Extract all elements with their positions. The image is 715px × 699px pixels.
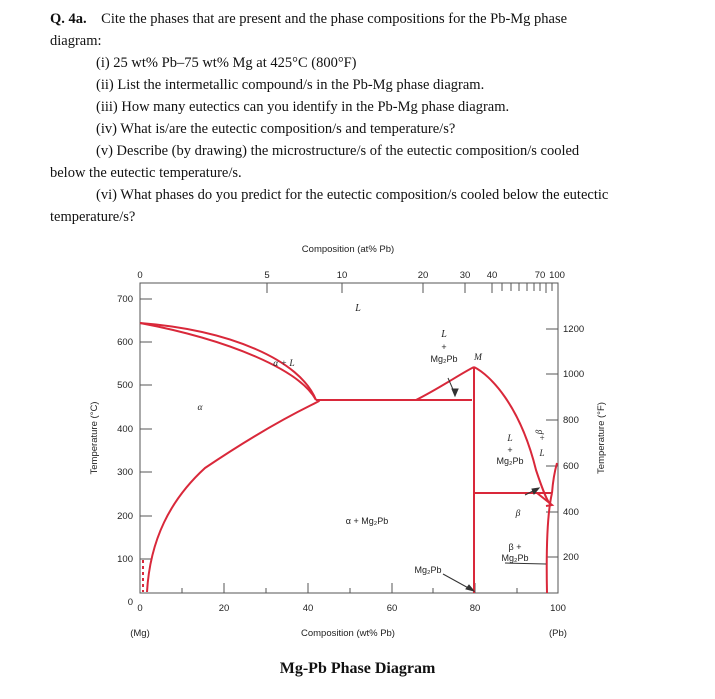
top-tick-0: 0 [137, 270, 143, 281]
left-tick-400: 400 [117, 424, 133, 435]
left-axis-title: Temperature (°C) [89, 401, 100, 475]
question-item-5: (v) Describe (by drawing) the microstructure/s of the eutectic composition/s cooled [96, 143, 580, 159]
question-item-4: (iv) What is/are the eutectic composition/s and temperature/s? [96, 121, 456, 137]
region-beta-mg2pb-1: β + [508, 542, 522, 552]
right-tick-800: 800 [563, 415, 579, 426]
question-item-6: (vi) What phases do you predict for the eutectic composition/s cooled below the eutectic [96, 187, 609, 203]
beta-solidus [552, 463, 557, 493]
region-bl-plus: + [538, 433, 546, 443]
region-alpha-mg2pb: α + Mg₂Pb [345, 516, 389, 526]
region-beta-mg2pb-2: Mg₂Pb [501, 553, 529, 563]
top-tick-10: 10 [336, 270, 348, 281]
bottom-tick-40: 40 [302, 603, 314, 614]
top-tick-30: 30 [459, 270, 471, 281]
region-bl-beta: β [534, 429, 544, 435]
left-tick-500: 500 [117, 380, 133, 391]
right-tick-1000: 1000 [563, 369, 585, 380]
question-item-3: (iii) How many eutectics can you identify in the Pb-Mg phase diagram. [96, 99, 510, 115]
right-tick-labels [563, 324, 584, 563]
left-tick-700: 700 [117, 294, 133, 305]
bottom-tick-80: 80 [469, 603, 481, 614]
left-axis-ticks [140, 299, 152, 593]
bottom-axis-title: Composition (wt% Pb) [301, 628, 395, 639]
bottom-tick-labels [137, 603, 566, 614]
right-tick-1200: 1200 [563, 324, 585, 335]
left-tick-labels [117, 294, 133, 608]
bottom-tick-20: 20 [218, 603, 230, 614]
right-tick-200: 200 [563, 552, 579, 563]
top-tick-20: 20 [417, 270, 429, 281]
bottom-tick-100: 100 [550, 603, 566, 614]
question-intro-cont: diagram: [50, 33, 102, 49]
region-lm2-L: L [507, 434, 513, 444]
bottom-tick-0: 0 [137, 603, 143, 614]
right-axis-title: Temperature (°F) [596, 402, 607, 474]
left-tick-100: 100 [117, 554, 133, 565]
left-tick-600: 600 [117, 337, 133, 348]
bottom-tick-60: 60 [386, 603, 398, 614]
mg2pb-compound-label: Mg₂Pb [414, 565, 442, 575]
region-lm-plus: + [441, 342, 447, 352]
region-lm2-compound: Mg₂Pb [496, 456, 524, 466]
solvus-left [147, 400, 319, 592]
region-lm-L: L [441, 329, 447, 340]
top-tick-70: 70 [534, 270, 546, 281]
left-tick-200: 200 [117, 511, 133, 522]
diagram-caption: Mg-Pb Phase Diagram [279, 660, 436, 677]
right-end-label: (Pb) [549, 628, 567, 639]
left-tick-300: 300 [117, 467, 133, 478]
left-tick-0: 0 [127, 597, 133, 608]
region-beta: β [515, 509, 521, 519]
region-lm-compound: Mg₂Pb [430, 354, 458, 364]
region-liquid: L [355, 303, 361, 314]
bottom-axis-ticks [140, 583, 558, 593]
beta-solvus [547, 493, 552, 593]
left-end-label: (Mg) [130, 628, 150, 639]
question-number: Q. 4a. [50, 11, 87, 27]
label-arrows [443, 378, 550, 591]
top-tick-labels [137, 270, 565, 281]
top-axis-title: Composition (at% Pb) [301, 244, 395, 255]
top-tick-40: 40 [486, 270, 498, 281]
region-bl-L: L [539, 448, 545, 458]
region-m: M [474, 353, 482, 363]
question-item-6-cont: temperature/s? [50, 209, 136, 225]
plot-frame [140, 283, 558, 593]
region-alpha: α [197, 403, 203, 413]
right-tick-600: 600 [563, 461, 579, 472]
region-lm2-plus: + [507, 445, 513, 455]
question-intro: Cite the phases that are present and the phase compositions for the Pb-Mg phase [101, 11, 568, 27]
top-tick-100: 100 [549, 270, 565, 281]
liquidus-mid-left [416, 367, 474, 400]
top-tick-5: 5 [264, 270, 270, 281]
question-item-1: (i) 25 wt% Pb–75 wt% Mg at 425°C (800°F) [96, 55, 357, 71]
top-axis-ticks [140, 283, 552, 293]
phase-boundaries [140, 323, 557, 593]
right-tick-400: 400 [563, 507, 579, 518]
question-item-5-cont: below the eutectic temperature/s. [50, 165, 242, 181]
region-alpha-l: α + L [273, 359, 295, 369]
question-item-2: (ii) List the intermetallic compound/s in the Pb-Mg phase diagram. [96, 77, 485, 93]
